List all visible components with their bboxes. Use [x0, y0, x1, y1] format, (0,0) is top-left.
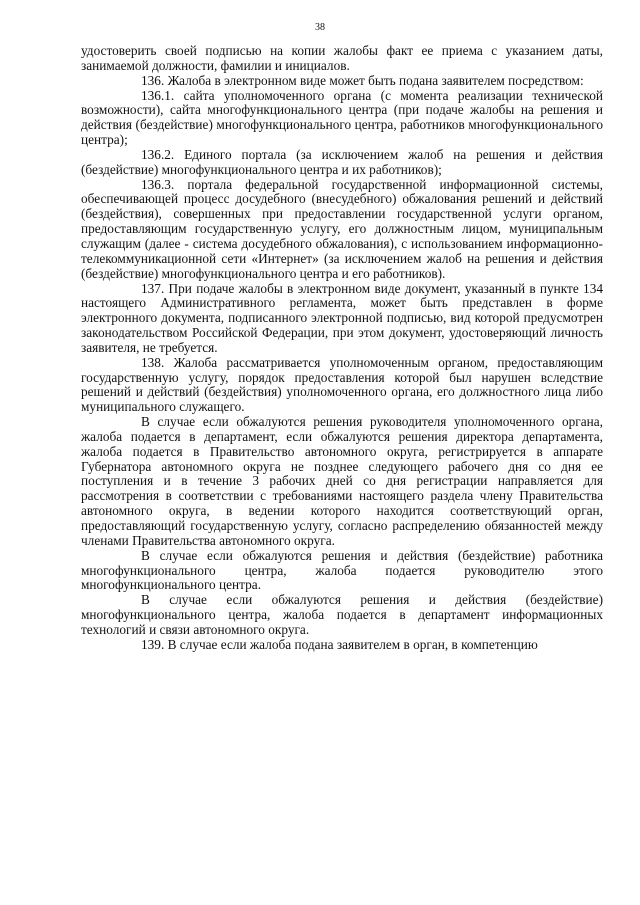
paragraph-137: 137. При подаче жалобы в электронном виде документ, указанный в пункте 134 настоящего Административного регламента, может быть представлен в форме электронного документа, подписанного электронной подписью, вид которой предусмотрен законодательством Российской Федерации, при этом документ, удостоверяющий личность заявителя, не требуется. — [81, 280, 603, 355]
paragraph-136: 136. Жалоба в электронном виде может быть подана заявителем посредством: — [141, 72, 584, 88]
paragraph-136-2: 136.2. Единого портала (за исключением жалоб на решения и действия (бездействие) многофункционального центра и их работников); — [81, 146, 603, 177]
page-number: 38 — [315, 22, 325, 33]
paragraph-136-3: 136.3. портала федеральной государственной информационной системы, обеспечивающей процесс досудебного (внесудебного) обжалования решений и действий (бездействия), совершенных при предоставлении государственной услуги органом, предоставляющим государственную услугу, его должностным лицом, муниципальным служащим (далее - система досудебного обжалования), с использованием информационно-телекоммуникационной сети «Интернет» (за исключением жалоб на решения и действия (бездействие) многофункционального центра и его работников). — [81, 176, 603, 281]
paragraph-continuation: удостоверить своей подписью на копии жалобы факт ее приема с указанием даты, занимаемой должности, фамилии и инициалов. — [81, 43, 603, 73]
paragraph-138-mfc-worker: В случае если обжалуются решения и действия (бездействие) работника многофункционального центра, жалоба подается руководителю этого многофункционального центра. — [81, 547, 603, 593]
paragraph-136-1: 136.1. сайта уполномоченного органа (с момента реализации технической возможности), сайта многофункционального центра (при подаче жалобы на решения и действия (бездействие) многофункционального центра, работников многофункционального центра); — [81, 87, 603, 148]
paragraph-138: 138. Жалоба рассматривается уполномоченным органом, предоставляющим государственную услугу, порядок предоставления которой был нарушен вследствие решений и действий (бездействия) уполномоченного органа, его должностного лица либо муниципального служащего. — [81, 354, 603, 415]
paragraph-138-mfc: В случае если обжалуются решения и действия (бездействие) многофункционального центра, жалоба подается в департамент информационных технологий и связи автономного округа. — [81, 592, 603, 637]
document-body — [81, 44, 603, 653]
paragraph-138-head-of-body: В случае если обжалуются решения руководителя уполномоченного органа, жалоба подается в департамент, если обжалуются решения директора департамента, жалоба подается в Правительство автономного округа, регистрируется в аппарате Губернатора автономного округа не позднее следующего рабочего дня со дня ее поступления и в течение 3 рабочих дней со дня регистрации направляется для рассмотрения в соответствии с требованиями настоящего раздела члену Правительства автономного округа, в ведении которого находится соответствующий орган, предоставляющий государственную услугу, согласно распределению обязанностей между членами Правительства автономного округа. — [81, 414, 603, 548]
paragraph-139: 139. В случае если жалоба подана заявителем в орган, в компетенцию — [141, 636, 538, 652]
